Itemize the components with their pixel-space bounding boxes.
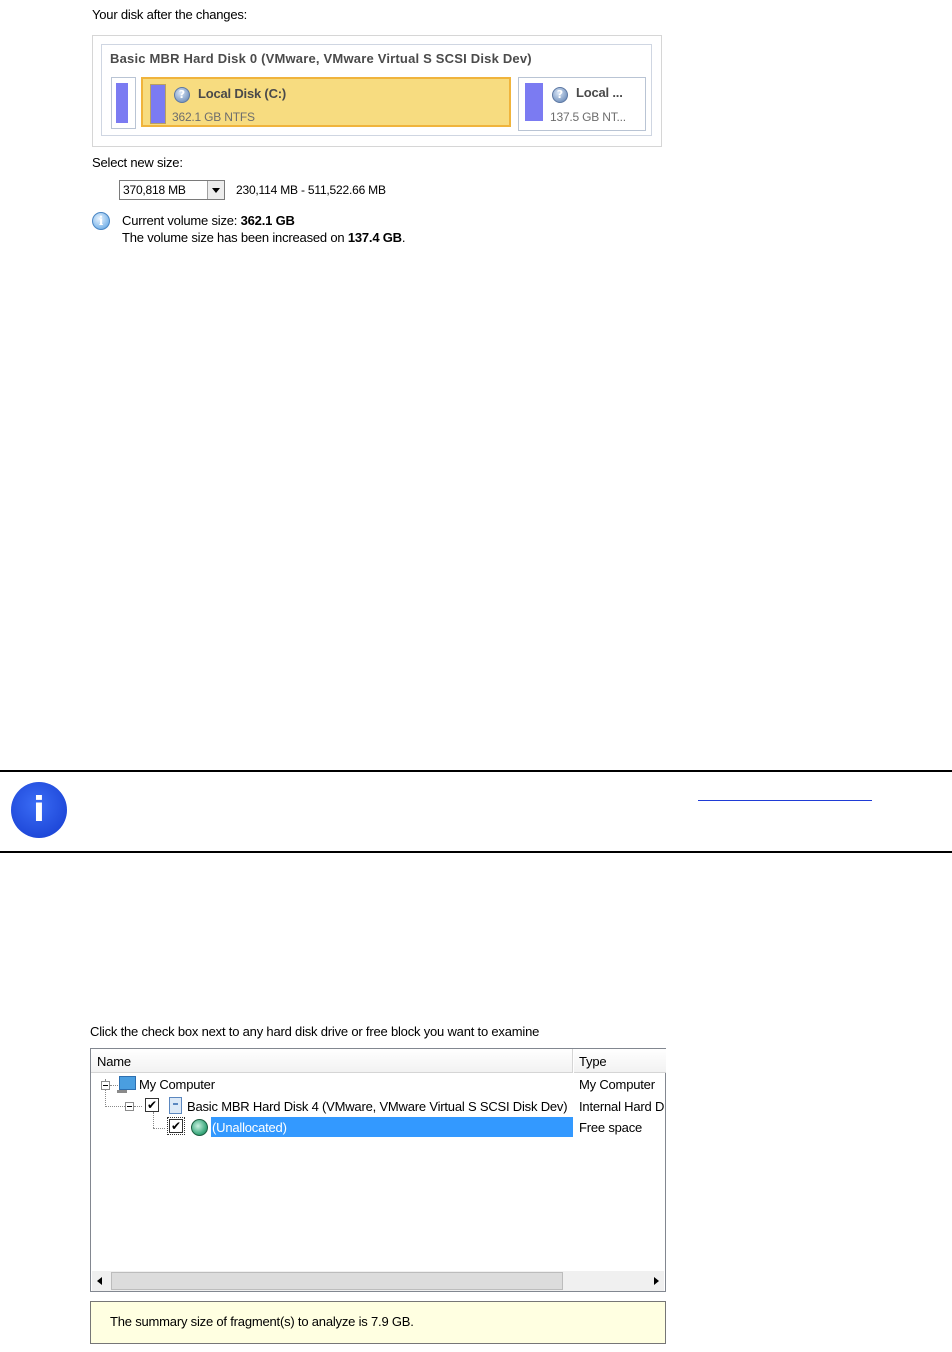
partition-block-small[interactable] [111,77,136,129]
tree-item-type: Free space [579,1120,643,1135]
dropdown-arrow-icon[interactable] [207,181,224,199]
info-icon: i [11,782,67,838]
new-size-combobox[interactable] [119,180,225,200]
unallocated-checkbox[interactable]: ✔ [170,1119,182,1133]
free-space-icon [191,1119,208,1136]
summary-info-box [90,1301,666,1344]
current-size-value: 362.1 GB [240,213,295,228]
tree-item-type: My Computer [579,1077,655,1092]
scroll-left-icon[interactable] [92,1271,109,1291]
scrollbar-thumb[interactable] [111,1272,563,1290]
column-header-label: Type [579,1054,607,1069]
partition-block-local[interactable] [518,77,646,131]
partition-color-bar [525,83,543,121]
size-increase-text [122,230,405,245]
current-volume-size [122,213,295,228]
tree-line [153,1128,165,1129]
collapse-toggle-icon[interactable] [101,1081,110,1090]
increase-suffix: . [401,230,406,245]
select-size-label: Select new size: [92,155,183,170]
volume-question-icon: ? [552,87,568,103]
hard-disk-slot [173,1103,178,1105]
scroll-right-icon[interactable] [647,1271,664,1291]
tree-item-label: (Unallocated) [212,1120,287,1135]
increase-value: 137.4 GB [347,230,402,245]
tree-line [105,1089,106,1107]
partition-block-c[interactable] [141,77,511,127]
tree-line [134,1106,142,1107]
computer-icon [119,1076,136,1090]
info-icon: i [92,212,110,230]
disk-title: Basic MBR Hard Disk 0 (VMware, VMware Virtual S SCSI Disk Dev) [110,51,532,66]
disk-tree-grid[interactable] [90,1048,666,1292]
tree-item-type: Internal Hard D [579,1099,665,1114]
tree-line [110,1085,118,1086]
tree-line [105,1106,125,1107]
tree-item-label: My Computer [139,1077,215,1092]
column-header-label: Name [97,1054,131,1069]
partition-color-bar [116,83,128,123]
tree-item-label: Basic MBR Hard Disk 4 (VMware, VMware Virtual S SCSI Disk Dev) [187,1099,568,1114]
partition-name: Local Disk (C:) [198,86,287,101]
summary-text: The summary size of fragment(s) to analyze is 7.9 GB. [110,1314,414,1329]
tree-line [153,1112,154,1128]
column-header-type[interactable] [574,1049,666,1073]
size-range-text: 230,114 MB - 511,522.66 MB [236,183,386,197]
hard-disk-icon [169,1097,182,1114]
partition-name: Local ... [576,85,623,100]
monitor-stand [117,1090,127,1093]
partition-color-bar [150,84,166,124]
note-top-rule [0,770,952,772]
collapse-toggle-icon[interactable] [125,1102,134,1111]
column-header-name[interactable] [91,1049,573,1073]
current-size-label: Current volume size: [122,213,241,228]
note-link[interactable] [698,800,872,801]
new-size-value: 370,818 MB [123,183,186,197]
horizontal-scrollbar[interactable] [92,1271,664,1291]
disk-checkbox[interactable]: ✔ [146,1098,158,1112]
partition-info: 137.5 GB NT... [550,110,626,124]
volume-question-icon: ? [174,87,190,103]
increase-prefix: The volume size has been increased on [122,230,348,245]
disk-after-changes-caption: Your disk after the changes: [92,7,248,22]
analyze-caption: Click the check box next to any hard disk drive or free block you want to examine [90,1024,540,1039]
partition-info: 362.1 GB NTFS [172,110,255,124]
note-bottom-rule [0,851,952,853]
